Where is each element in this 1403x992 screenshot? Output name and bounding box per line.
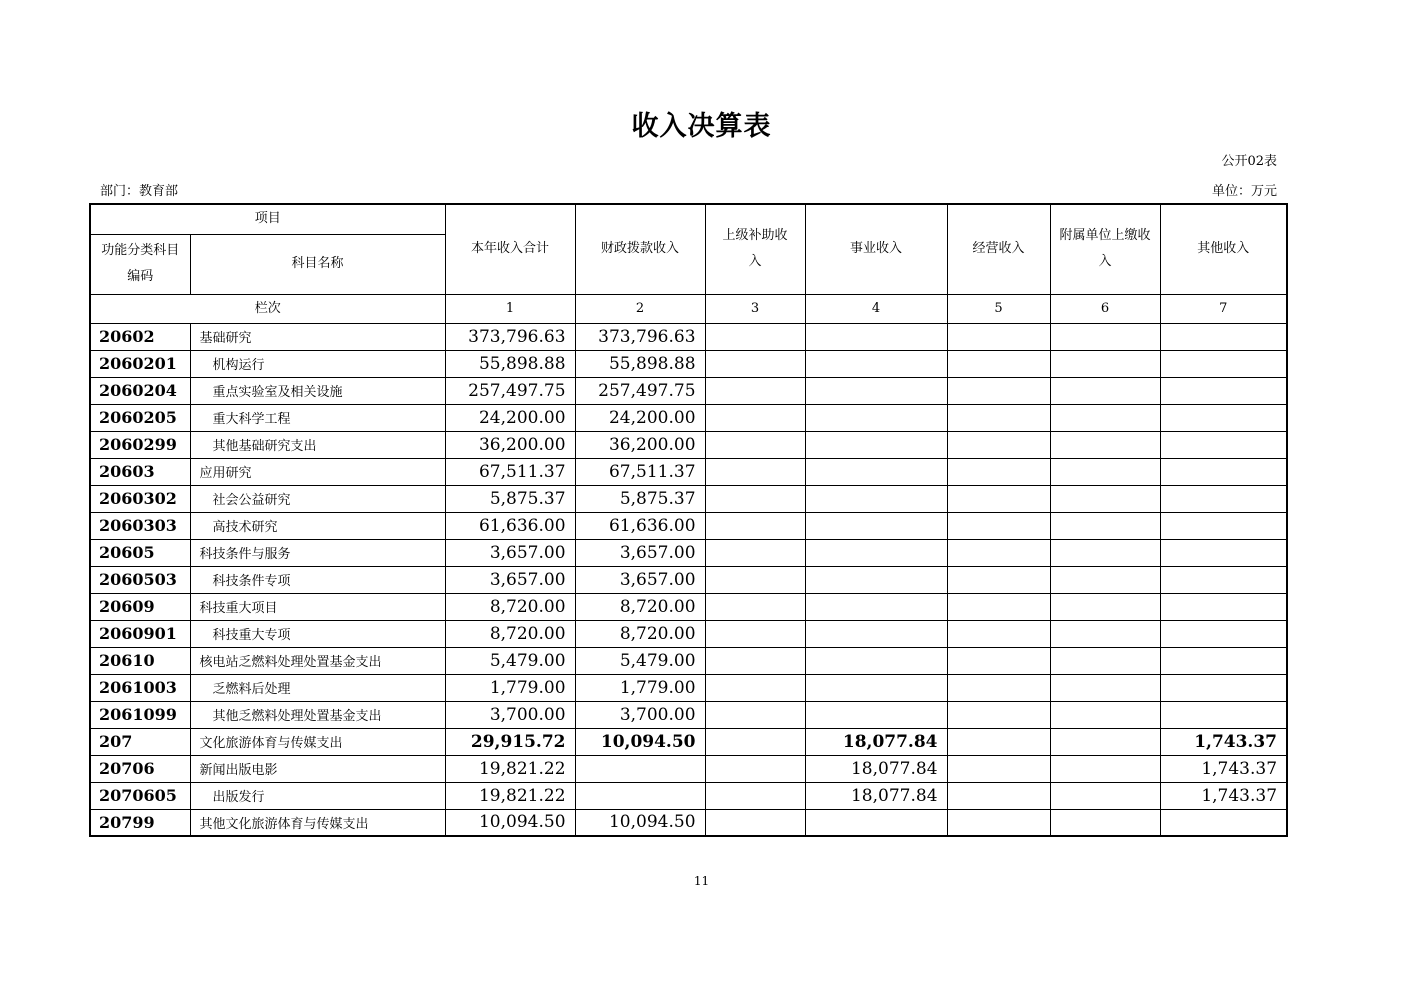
amount-cell: 55,898.88	[445, 350, 575, 377]
subject-code: 2060901	[90, 620, 190, 647]
amount-cell: 3,700.00	[575, 701, 705, 728]
header-project: 项目	[90, 204, 445, 234]
amount-cell	[1160, 809, 1287, 836]
amount-cell	[947, 404, 1050, 431]
amount-cell	[705, 620, 805, 647]
amount-cell	[805, 512, 947, 539]
subject-code: 20605	[90, 539, 190, 566]
table-row	[90, 809, 1287, 836]
amount-cell	[947, 377, 1050, 404]
amount-cell: 55,898.88	[575, 350, 705, 377]
subject-name: 科技条件与服务	[190, 539, 445, 566]
amount-cell: 5,875.37	[445, 485, 575, 512]
amount-cell: 3,657.00	[445, 566, 575, 593]
amount-cell	[705, 782, 805, 809]
table-row	[90, 323, 1287, 350]
subject-name: 文化旅游体育与传媒支出	[190, 728, 445, 755]
amount-cell	[1050, 701, 1160, 728]
amount-cell	[947, 593, 1050, 620]
column-number: 1	[445, 294, 575, 323]
amount-cell: 24,200.00	[575, 404, 705, 431]
amount-cell	[805, 323, 947, 350]
amount-cell: 61,636.00	[575, 512, 705, 539]
amount-cell: 5,479.00	[445, 647, 575, 674]
amount-cell	[805, 701, 947, 728]
amount-cell	[705, 350, 805, 377]
amount-cell	[1160, 620, 1287, 647]
amount-cell: 36,200.00	[445, 431, 575, 458]
header-superior: 上级补助收入	[705, 204, 805, 294]
amount-cell: 10,094.50	[575, 809, 705, 836]
subject-name: 科技条件专项	[190, 566, 445, 593]
subject-code: 2061003	[90, 674, 190, 701]
amount-cell	[1050, 728, 1160, 755]
subject-code: 20799	[90, 809, 190, 836]
column-number: 6	[1050, 294, 1160, 323]
amount-cell	[947, 539, 1050, 566]
amount-cell	[947, 431, 1050, 458]
amount-cell	[1050, 350, 1160, 377]
amount-cell	[705, 485, 805, 512]
subject-code: 20602	[90, 323, 190, 350]
amount-cell	[1050, 647, 1160, 674]
subject-name: 重大科学工程	[190, 404, 445, 431]
table-row	[90, 566, 1287, 593]
amount-cell: 19,821.22	[445, 755, 575, 782]
subject-code: 207	[90, 728, 190, 755]
amount-cell: 10,094.50	[575, 728, 705, 755]
column-number: 3	[705, 294, 805, 323]
header-operating: 经营收入	[947, 204, 1050, 294]
table-row	[90, 647, 1287, 674]
amount-cell: 373,796.63	[445, 323, 575, 350]
table-row	[90, 431, 1287, 458]
amount-cell	[1050, 404, 1160, 431]
amount-cell: 36,200.00	[575, 431, 705, 458]
header-business: 事业收入	[805, 204, 947, 294]
amount-cell	[1160, 404, 1287, 431]
amount-cell	[705, 755, 805, 782]
amount-cell: 373,796.63	[575, 323, 705, 350]
subject-code: 2060503	[90, 566, 190, 593]
amount-cell: 18,077.84	[805, 782, 947, 809]
amount-cell	[575, 782, 705, 809]
amount-cell	[1160, 674, 1287, 701]
subject-name: 其他文化旅游体育与传媒支出	[190, 809, 445, 836]
amount-cell	[705, 728, 805, 755]
amount-cell	[1160, 377, 1287, 404]
amount-cell	[1050, 755, 1160, 782]
amount-cell	[1160, 323, 1287, 350]
table-row	[90, 701, 1287, 728]
subject-code: 2061099	[90, 701, 190, 728]
column-number: 7	[1160, 294, 1287, 323]
column-number: 5	[947, 294, 1050, 323]
amount-cell: 18,077.84	[805, 755, 947, 782]
amount-cell: 3,657.00	[445, 539, 575, 566]
amount-cell	[1050, 377, 1160, 404]
header-code: 功能分类科目编码	[90, 234, 190, 294]
amount-cell	[1160, 593, 1287, 620]
amount-cell	[1050, 458, 1160, 485]
amount-cell: 1,743.37	[1160, 755, 1287, 782]
amount-cell	[1050, 620, 1160, 647]
table-row	[90, 485, 1287, 512]
amount-cell	[705, 566, 805, 593]
amount-cell	[1050, 323, 1160, 350]
amount-cell	[1050, 566, 1160, 593]
amount-cell: 5,479.00	[575, 647, 705, 674]
amount-cell: 3,700.00	[445, 701, 575, 728]
amount-cell	[805, 593, 947, 620]
amount-cell: 61,636.00	[445, 512, 575, 539]
table-row	[90, 539, 1287, 566]
amount-cell: 67,511.37	[575, 458, 705, 485]
subject-name: 科技重大专项	[190, 620, 445, 647]
unit-label: 单位：万元	[1211, 184, 1277, 199]
subject-name: 机构运行	[190, 350, 445, 377]
amount-cell: 10,094.50	[445, 809, 575, 836]
subject-code: 2070605	[90, 782, 190, 809]
amount-cell	[705, 809, 805, 836]
subject-name: 其他基础研究支出	[190, 431, 445, 458]
subject-code: 20706	[90, 755, 190, 782]
amount-cell	[947, 782, 1050, 809]
amount-cell: 1,779.00	[445, 674, 575, 701]
amount-cell	[805, 647, 947, 674]
amount-cell	[805, 485, 947, 512]
amount-cell: 3,657.00	[575, 539, 705, 566]
subject-name: 高技术研究	[190, 512, 445, 539]
income-table	[89, 203, 1288, 837]
amount-cell	[805, 350, 947, 377]
header-other: 其他收入	[1160, 204, 1287, 294]
amount-cell: 1,779.00	[575, 674, 705, 701]
subject-code: 2060302	[90, 485, 190, 512]
table-row	[90, 350, 1287, 377]
amount-cell	[947, 809, 1050, 836]
amount-cell: 8,720.00	[575, 593, 705, 620]
subject-code: 2060204	[90, 377, 190, 404]
amount-cell	[947, 728, 1050, 755]
amount-cell	[805, 674, 947, 701]
subject-code: 20609	[90, 593, 190, 620]
amount-cell	[705, 674, 805, 701]
header-column-index: 栏次	[90, 294, 445, 323]
amount-cell: 8,720.00	[445, 620, 575, 647]
subject-name: 其他乏燃料处理处置基金支出	[190, 701, 445, 728]
department-label: 部门：教育部	[100, 184, 179, 199]
page-number: 11	[693, 874, 710, 888]
amount-cell	[575, 755, 705, 782]
amount-cell: 1,743.37	[1160, 782, 1287, 809]
subject-name: 乏燃料后处理	[190, 674, 445, 701]
amount-cell: 19,821.22	[445, 782, 575, 809]
amount-cell	[805, 458, 947, 485]
table-row	[90, 674, 1287, 701]
subject-code: 2060205	[90, 404, 190, 431]
subject-code: 20603	[90, 458, 190, 485]
amount-cell	[705, 431, 805, 458]
amount-cell	[947, 485, 1050, 512]
amount-cell	[705, 593, 805, 620]
amount-cell	[805, 809, 947, 836]
subject-name: 基础研究	[190, 323, 445, 350]
subject-name: 核电站乏燃料处理处置基金支出	[190, 647, 445, 674]
subject-code: 2060303	[90, 512, 190, 539]
amount-cell	[1160, 566, 1287, 593]
amount-cell	[705, 458, 805, 485]
amount-cell: 29,915.72	[445, 728, 575, 755]
subject-name: 应用研究	[190, 458, 445, 485]
amount-cell	[805, 539, 947, 566]
amount-cell: 18,077.84	[805, 728, 947, 755]
amount-cell: 1,743.37	[1160, 728, 1287, 755]
amount-cell	[805, 566, 947, 593]
amount-cell	[947, 323, 1050, 350]
amount-cell	[947, 350, 1050, 377]
amount-cell	[705, 701, 805, 728]
amount-cell	[1050, 782, 1160, 809]
amount-cell: 24,200.00	[445, 404, 575, 431]
amount-cell	[805, 404, 947, 431]
subject-name: 社会公益研究	[190, 485, 445, 512]
column-number: 4	[805, 294, 947, 323]
amount-cell: 5,875.37	[575, 485, 705, 512]
table-row	[90, 620, 1287, 647]
subject-name: 重点实验室及相关设施	[190, 377, 445, 404]
amount-cell	[805, 431, 947, 458]
amount-cell	[947, 512, 1050, 539]
subject-code: 20610	[90, 647, 190, 674]
table-row	[90, 728, 1287, 755]
amount-cell	[1160, 485, 1287, 512]
amount-cell	[1160, 431, 1287, 458]
amount-cell	[1160, 512, 1287, 539]
amount-cell	[805, 377, 947, 404]
amount-cell	[1050, 512, 1160, 539]
amount-cell	[1050, 593, 1160, 620]
amount-cell	[1160, 647, 1287, 674]
subject-name: 科技重大项目	[190, 593, 445, 620]
amount-cell	[1050, 674, 1160, 701]
amount-cell: 67,511.37	[445, 458, 575, 485]
amount-cell	[947, 647, 1050, 674]
subject-code: 2060201	[90, 350, 190, 377]
header-fiscal: 财政拨款收入	[575, 204, 705, 294]
amount-cell	[1050, 485, 1160, 512]
column-number: 2	[575, 294, 705, 323]
amount-cell	[705, 647, 805, 674]
table-row	[90, 377, 1287, 404]
table-row	[90, 512, 1287, 539]
table-row	[90, 755, 1287, 782]
amount-cell	[1050, 431, 1160, 458]
amount-cell	[705, 323, 805, 350]
amount-cell: 257,497.75	[575, 377, 705, 404]
amount-cell	[947, 458, 1050, 485]
amount-cell	[805, 620, 947, 647]
amount-cell	[1160, 539, 1287, 566]
amount-cell	[705, 404, 805, 431]
amount-cell: 8,720.00	[575, 620, 705, 647]
header-affiliated: 附属单位上缴收入	[1050, 204, 1160, 294]
amount-cell	[947, 755, 1050, 782]
amount-cell	[705, 539, 805, 566]
amount-cell	[1050, 539, 1160, 566]
table-row	[90, 458, 1287, 485]
amount-cell	[705, 377, 805, 404]
table-row	[90, 404, 1287, 431]
amount-cell	[1160, 701, 1287, 728]
table-row	[90, 782, 1287, 809]
form-number: 公开02表	[1221, 154, 1277, 169]
amount-cell	[947, 620, 1050, 647]
amount-cell	[1160, 458, 1287, 485]
amount-cell	[705, 512, 805, 539]
amount-cell	[1050, 809, 1160, 836]
subject-code: 2060299	[90, 431, 190, 458]
amount-cell	[947, 566, 1050, 593]
page-title: 收入决算表	[631, 111, 772, 142]
header-total: 本年收入合计	[445, 204, 575, 294]
subject-name: 新闻出版电影	[190, 755, 445, 782]
amount-cell: 257,497.75	[445, 377, 575, 404]
amount-cell	[1160, 350, 1287, 377]
amount-cell: 8,720.00	[445, 593, 575, 620]
table-row	[90, 593, 1287, 620]
amount-cell: 3,657.00	[575, 566, 705, 593]
amount-cell	[947, 674, 1050, 701]
amount-cell	[947, 701, 1050, 728]
header-name: 科目名称	[190, 234, 445, 294]
subject-name: 出版发行	[190, 782, 445, 809]
